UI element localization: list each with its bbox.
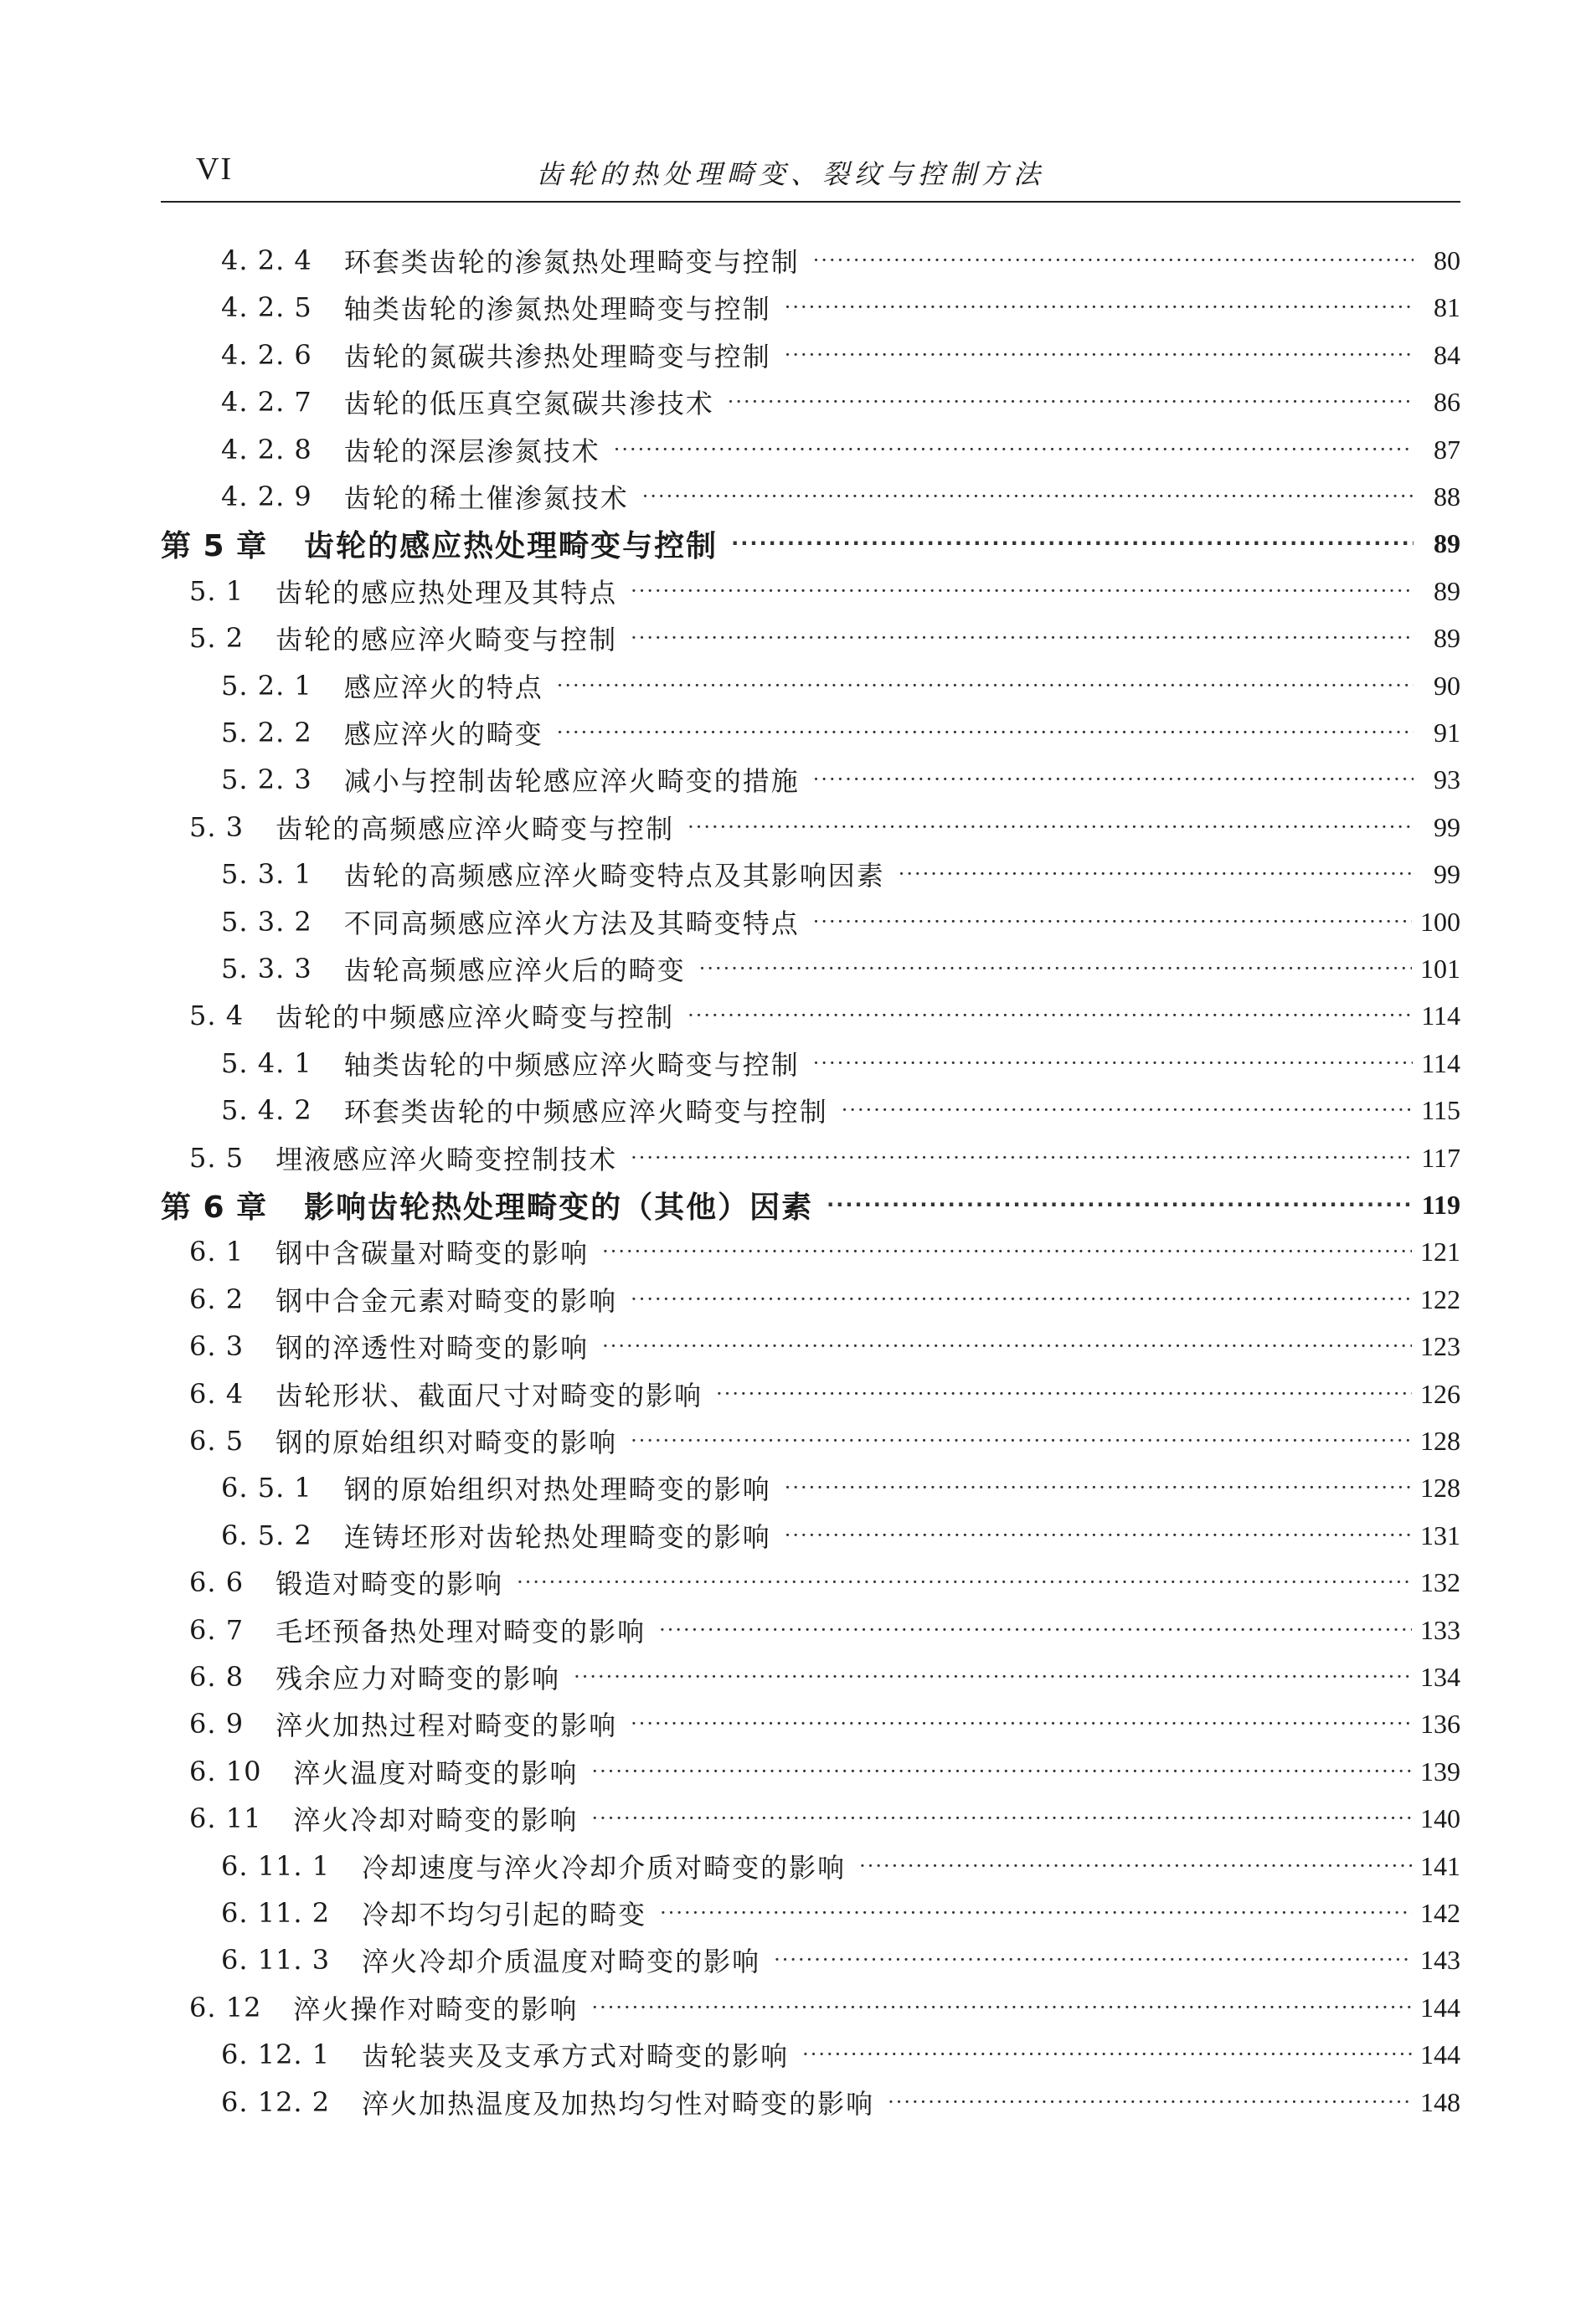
toc-entry: [221, 945, 1460, 992]
toc-title: 淬火冷却对畸变的影响: [293, 1804, 579, 1836]
dot-leader: [813, 1051, 1413, 1075]
toc-entry: [189, 1607, 1460, 1653]
toc-number: 6. 2: [189, 1283, 245, 1315]
dot-leader: [591, 1996, 1412, 2019]
toc-page-number: 142: [1420, 1897, 1460, 1928]
toc-entry: [221, 426, 1460, 473]
dot-leader: [631, 1429, 1412, 1452]
toc-title: 钢的原始组织对畸变的影响: [276, 1427, 618, 1458]
toc-number: 第 6 章: [161, 1190, 268, 1225]
toc-page-number: 100: [1420, 906, 1460, 937]
toc-page-number: 132: [1420, 1566, 1460, 1597]
toc-page-number: 148: [1420, 2086, 1460, 2117]
toc-number: 5. 4. 1: [221, 1047, 312, 1079]
dot-leader: [631, 579, 1414, 603]
toc-entry: [221, 1040, 1460, 1087]
dot-leader: [614, 438, 1414, 461]
toc-page-number: 115: [1421, 1094, 1460, 1125]
toc-page-number: 93: [1434, 764, 1460, 794]
toc-title: 齿轮的深层渗氮技术: [343, 435, 600, 467]
toc-title: 感应淬火的特点: [343, 671, 543, 703]
toc-entry: [189, 614, 1460, 661]
toc-title: 齿轮形状、截面尺寸对畸变的影响: [276, 1380, 703, 1411]
dot-leader: [859, 1854, 1412, 1878]
toc-page-number: 99: [1434, 858, 1460, 889]
toc-title: 齿轮的感应热处理畸变与控制: [304, 528, 718, 563]
toc-chapter-entry: [161, 520, 1460, 567]
toc-entry: [221, 378, 1460, 425]
toc-title: 轴类齿轮的渗氮热处理畸变与控制: [343, 293, 771, 325]
dot-leader: [802, 2043, 1412, 2066]
dot-leader: [591, 1807, 1412, 1830]
toc-entry: [221, 1843, 1460, 1890]
toc-title: 齿轮装夹及支承方式对畸变的影响: [362, 2040, 790, 2072]
toc-title: 齿轮的高频感应淬火畸变特点及其影响因素: [343, 860, 885, 892]
dot-leader: [631, 1146, 1413, 1170]
toc-page-number: 88: [1434, 481, 1460, 512]
dot-leader: [785, 343, 1414, 367]
toc-number: 6. 11. 3: [221, 1944, 331, 1976]
toc-number: 6. 12. 1: [221, 2039, 331, 2070]
toc-number: 6. 12. 2: [221, 2086, 331, 2118]
toc-page-number: 89: [1434, 622, 1460, 653]
dot-leader: [813, 768, 1414, 791]
toc-title: 齿轮的氮碳共渗热处理畸变与控制: [343, 341, 771, 373]
toc-number: 5. 2. 1: [221, 670, 312, 702]
toc-title: 钢中合金元素对畸变的影响: [276, 1285, 618, 1317]
toc-number: 4. 2. 6: [221, 339, 312, 371]
toc-entry: [189, 1134, 1460, 1181]
toc-page-number: 117: [1421, 1142, 1460, 1173]
dot-leader: [602, 1334, 1412, 1358]
toc-title: 环套类齿轮的中频感应淬火畸变与控制: [343, 1096, 828, 1128]
toc-page-number: 81: [1434, 291, 1460, 322]
toc-entry: [189, 1984, 1460, 2031]
toc-page-number: 99: [1434, 811, 1460, 842]
toc-page-number: 140: [1420, 1802, 1460, 1833]
dot-leader: [731, 532, 1414, 555]
toc-title: 齿轮的低压真空氮碳共渗技术: [343, 388, 714, 419]
toc-entry: [221, 2031, 1460, 2078]
toc-title: 淬火温度对畸变的影响: [293, 1757, 579, 1789]
toc-page-number: 84: [1434, 339, 1460, 370]
toc-page-number: 114: [1421, 1047, 1460, 1078]
toc-number: 6. 5. 1: [221, 1472, 312, 1504]
toc-title: 埋液感应淬火畸变控制技术: [276, 1144, 618, 1175]
toc-title: 钢的原始组织对热处理畸变的影响: [343, 1473, 771, 1505]
toc-page-number: 136: [1420, 1708, 1460, 1739]
dot-leader: [774, 1948, 1412, 1972]
toc-entry: [189, 1228, 1460, 1275]
toc-title: 钢中含碳量对畸变的影响: [276, 1237, 590, 1269]
toc-page-number: 89: [1434, 527, 1460, 558]
toc-title: 齿轮的感应淬火畸变与控制: [276, 624, 618, 656]
toc-number: 6. 3: [189, 1330, 245, 1362]
toc-title: 冷却不均匀引起的畸变: [362, 1899, 647, 1931]
toc-entry: [221, 1087, 1460, 1134]
toc-entry: [221, 756, 1460, 803]
toc-number: 5. 2: [189, 622, 245, 654]
toc-number: 6. 12: [189, 1992, 262, 2023]
dot-leader: [642, 485, 1414, 508]
toc-number: 5. 5: [189, 1142, 245, 1174]
dot-leader: [631, 626, 1414, 650]
dot-leader: [631, 1712, 1412, 1735]
toc-title: 钢的淬透性对畸变的影响: [276, 1332, 590, 1364]
toc-title: 残余应力对畸变的影响: [276, 1663, 561, 1694]
toc-entry: [189, 1653, 1460, 1700]
dot-leader: [660, 1901, 1412, 1925]
toc-number: 5. 3: [189, 811, 245, 843]
toc-title: 淬火操作对畸变的影响: [293, 1993, 579, 2025]
toc-number: 6. 8: [189, 1661, 245, 1693]
toc-number: 6. 11: [189, 1802, 262, 1834]
toc-page-number: 133: [1420, 1614, 1460, 1645]
toc-title: 淬火加热温度及加热均匀性对畸变的影响: [362, 2088, 875, 2120]
toc-entry: [221, 284, 1460, 331]
dot-leader: [888, 2090, 1412, 2114]
dot-leader: [602, 1240, 1412, 1263]
toc-page-number: 134: [1420, 1661, 1460, 1692]
dot-leader: [699, 957, 1412, 980]
toc-chapter-entry: [161, 1181, 1460, 1228]
dot-leader: [842, 1098, 1413, 1122]
toc-title: 齿轮的稀土催渗氮技术: [343, 482, 629, 514]
toc-number: 6. 4: [189, 1378, 245, 1410]
toc-number: 6. 5: [189, 1425, 245, 1457]
toc-title: 轴类齿轮的中频感应淬火畸变与控制: [343, 1049, 800, 1081]
toc-entry: [189, 1559, 1460, 1606]
toc-number: 4. 2. 9: [221, 481, 312, 512]
dot-leader: [785, 296, 1414, 319]
toc-entry: [221, 1464, 1460, 1511]
toc-page-number: 89: [1434, 575, 1460, 606]
toc-title: 齿轮的中频感应淬火畸变与控制: [276, 1001, 675, 1033]
toc-entry: [221, 332, 1460, 378]
dot-leader: [785, 1524, 1412, 1547]
toc-number: 5. 1: [189, 575, 245, 607]
toc-title: 毛坯预备热处理对畸变的影响: [276, 1616, 646, 1648]
toc-entry: [189, 804, 1460, 851]
toc-entry: [189, 1323, 1460, 1370]
dot-leader: [574, 1665, 1412, 1689]
toc-title: 冷却速度与淬火冷却介质对畸变的影响: [362, 1852, 847, 1884]
toc-title: 齿轮的高频感应淬火畸变与控制: [276, 813, 675, 845]
toc-number: 6. 1: [189, 1236, 245, 1267]
toc-page-number: 122: [1420, 1283, 1460, 1314]
toc-entry: [221, 709, 1460, 756]
dot-leader: [688, 1004, 1413, 1027]
toc-number: 5. 3. 3: [221, 953, 312, 985]
toc-page-number: 128: [1420, 1425, 1460, 1456]
toc-title: 感应淬火的畸变: [343, 718, 543, 750]
toc-number: 5. 3. 1: [221, 858, 312, 890]
toc-number: 第 5 章: [161, 528, 268, 563]
running-title: 齿轮的热处理畸变、裂纹与控制方法: [535, 158, 1045, 190]
toc-title: 淬火冷却介质温度对畸变的影响: [362, 1946, 761, 1977]
toc-number: 4. 2. 8: [221, 434, 312, 465]
dot-leader: [813, 249, 1414, 272]
dot-leader: [716, 1382, 1412, 1406]
toc-page-number: 86: [1434, 386, 1460, 417]
header-rule: [161, 201, 1460, 203]
toc-entry: [221, 898, 1460, 945]
toc-entry: [189, 1417, 1460, 1464]
toc-entry: [221, 2079, 1460, 2126]
dot-leader: [591, 1760, 1412, 1783]
toc-number: 6. 10: [189, 1756, 262, 1787]
toc-entry: [189, 568, 1460, 614]
dot-leader: [517, 1571, 1412, 1594]
toc-page-number: 90: [1434, 670, 1460, 701]
toc-number: 5. 3. 2: [221, 906, 312, 938]
toc-entry: [221, 473, 1460, 520]
dot-leader: [827, 1193, 1414, 1216]
toc-entry: [221, 1890, 1460, 1936]
dot-leader: [785, 1476, 1412, 1499]
toc-page-number: 91: [1434, 717, 1460, 748]
toc-page-number: 131: [1420, 1519, 1460, 1550]
toc-entry: [221, 851, 1460, 897]
dot-leader: [813, 910, 1412, 933]
toc-page-number: 141: [1420, 1850, 1460, 1881]
dot-leader: [688, 815, 1414, 839]
toc-title: 连铸坯形对齿轮热处理畸变的影响: [343, 1521, 771, 1553]
toc-number: 5. 2. 2: [221, 717, 312, 748]
toc-entry: [189, 1700, 1460, 1747]
toc-page-number: 121: [1420, 1236, 1460, 1267]
page-number: VI: [196, 152, 234, 187]
toc-page-number: 80: [1434, 244, 1460, 275]
toc-number: 4. 2. 5: [221, 291, 312, 323]
toc-title: 减小与控制齿轮感应淬火畸变的措施: [343, 765, 800, 797]
dot-leader: [557, 721, 1414, 744]
toc-number: 4. 2. 4: [221, 244, 312, 276]
toc-entry: [189, 992, 1460, 1039]
toc-page-number: 123: [1420, 1330, 1460, 1361]
toc-number: 4. 2. 7: [221, 386, 312, 418]
toc-page-number: 87: [1434, 434, 1460, 465]
toc-page-number: 128: [1420, 1472, 1460, 1503]
dot-leader: [728, 390, 1414, 414]
toc-number: 6. 11. 1: [221, 1850, 331, 1882]
toc-title: 影响齿轮热处理畸变的（其他）因素: [304, 1190, 814, 1225]
toc-page-number: 114: [1421, 1000, 1460, 1031]
toc-number: 6. 9: [189, 1708, 245, 1740]
toc-entry: [221, 1936, 1460, 1983]
toc-number: 5. 4: [189, 1000, 245, 1031]
toc-page-number: 101: [1420, 953, 1460, 984]
dot-leader: [659, 1618, 1412, 1642]
dot-leader: [631, 1288, 1412, 1311]
toc-page-number: 126: [1420, 1378, 1460, 1409]
toc-title: 齿轮的感应热处理及其特点: [276, 577, 618, 609]
toc-entry: [221, 237, 1460, 284]
toc-number: 6. 6: [189, 1566, 245, 1598]
toc-entry: [189, 1748, 1460, 1795]
toc-entry: [189, 1370, 1460, 1417]
dot-leader: [557, 674, 1414, 697]
toc-entry: [221, 1512, 1460, 1559]
toc-title: 环套类齿轮的渗氮热处理畸变与控制: [343, 246, 800, 278]
toc-title: 齿轮高频感应淬火后的畸变: [343, 954, 686, 986]
toc-number: 6. 5. 2: [221, 1519, 312, 1551]
toc-title: 锻造对畸变的影响: [276, 1568, 504, 1600]
toc-number: 6. 11. 2: [221, 1897, 331, 1929]
toc-page-number: 144: [1420, 1992, 1460, 2023]
toc-entry: [221, 662, 1460, 709]
toc-page-number: 139: [1420, 1756, 1460, 1787]
toc-page-number: 119: [1421, 1189, 1460, 1220]
dot-leader: [899, 862, 1414, 886]
toc-entry: [189, 1276, 1460, 1323]
toc-entry: [189, 1795, 1460, 1842]
toc-number: 5. 4. 2: [221, 1094, 312, 1126]
toc-page-number: 144: [1420, 2039, 1460, 2069]
toc-number: 6. 7: [189, 1614, 245, 1646]
toc-title: 淬火加热过程对畸变的影响: [276, 1710, 618, 1741]
toc-page-number: 143: [1420, 1944, 1460, 1975]
toc-number: 5. 2. 3: [221, 764, 312, 795]
toc-title: 不同高频感应淬火方法及其畸变特点: [343, 907, 800, 939]
